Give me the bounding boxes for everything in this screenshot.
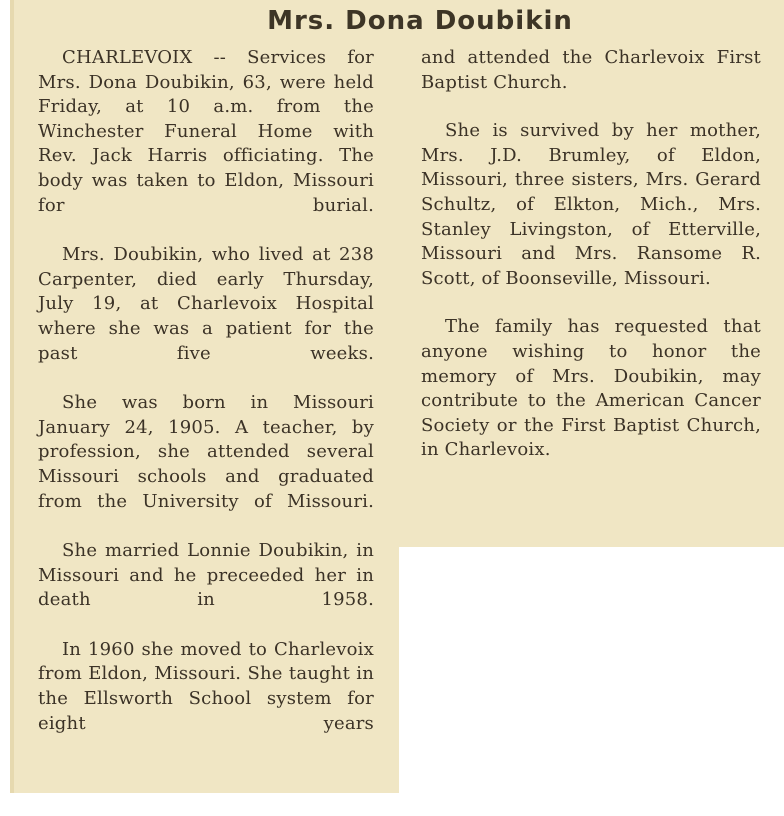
paragraph-death-text: Mrs. Doubikin, who lived at 238 Carpenter, died early Thursday, July 19, at Charlevoix Hospital where she was a patient for the past five weeks. [38, 244, 374, 364]
paragraph-move [38, 638, 374, 736]
right-column [421, 46, 761, 487]
paragraph-death [38, 243, 374, 366]
paragraph-services-text: CHARLEVOIX -- Services for Mrs. Dona Doubikin, 63, were held Friday, at 10 a.m. from the Winchester Funeral Home with Rev. Jack Harris officiating. The body was taken to Eldon, Missouri for burial. [38, 47, 374, 216]
paragraph-marriage-text: She married Lonnie Doubikin, in Missouri and he preceeded her in death in 1958. [38, 540, 374, 611]
paragraph-church-text: and attended the Charlevoix First Baptist Church. [421, 47, 761, 93]
paragraph-birth [38, 391, 374, 514]
paragraph-survivors [421, 119, 761, 291]
paragraph-survivors-text: She is survived by her mother, Mrs. J.D. Brumley, of Eldon, Missouri, three sisters, Mrs. Gerard Schultz, of Elkton, Mich., Mrs. Stanley Livingston, of Etterville, Missouri and Mrs. Ransome R. Scott, of Boonseville, Missouri. [421, 120, 761, 289]
obituary-headline: Mrs. Dona Doubikin [267, 6, 573, 36]
paragraph-church [421, 46, 761, 95]
paragraph-marriage [38, 539, 374, 613]
clipping-edge [10, 0, 14, 793]
left-column [38, 46, 374, 761]
paragraph-memorials-text: The family has requested that anyone wishing to honor the memory of Mrs. Doubikin, may contribute to the American Cancer Society or the First Baptist Church, in Charlevoix. [421, 316, 761, 461]
paragraph-birth-text: She was born in Missouri January 24, 1905. A teacher, by profession, she attended several Missouri schools and graduated from the University of Missouri. [38, 392, 374, 512]
paragraph-move-text: In 1960 she moved to Charlevoix from Eldon, Missouri. She taught in the Ellsworth School system for eight years [38, 638, 374, 734]
paragraph-memorials [421, 315, 761, 463]
paragraph-services [38, 46, 374, 218]
